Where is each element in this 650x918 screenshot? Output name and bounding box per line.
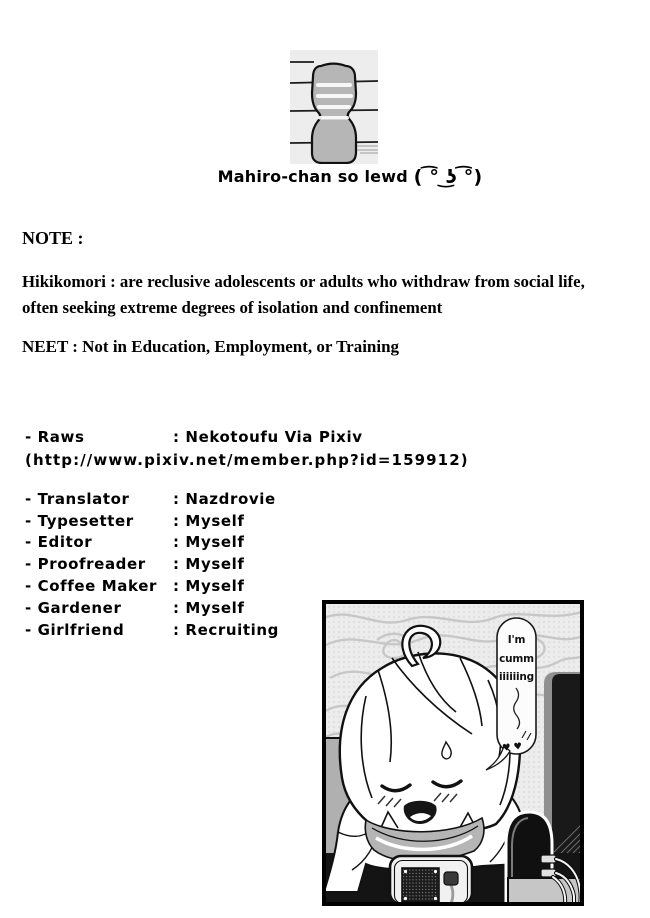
credit-label: - Gardener xyxy=(25,598,122,617)
onahole-object xyxy=(312,64,356,163)
credit-value: : Myself xyxy=(173,533,245,552)
note-neet: NEET : Not in Education, Employment, or Training xyxy=(22,337,400,356)
credit-label: - Translator xyxy=(25,489,130,508)
credit-value: : Myself xyxy=(173,555,245,574)
speaker-grille xyxy=(402,868,439,902)
credit-value: : Myself xyxy=(173,576,245,595)
credit-label: - Raws xyxy=(25,428,85,446)
header-caption xyxy=(50,166,650,188)
lenny-face: ( ͡° ͜ʖ ͡°) xyxy=(413,166,483,188)
credit-row-proofreader xyxy=(25,555,469,577)
manga-panel xyxy=(322,600,584,906)
switch-cable xyxy=(451,885,453,904)
credit-label: - Proofreader xyxy=(25,555,146,574)
credit-row-typesetter xyxy=(25,512,469,534)
credit-row-editor xyxy=(25,533,469,555)
credit-value: : Myself xyxy=(173,598,245,617)
bubble-line-2: cumm xyxy=(499,653,534,665)
credit-row-translator xyxy=(25,490,469,512)
power-switch xyxy=(444,872,458,885)
credit-label: - Coffee Maker xyxy=(25,576,157,595)
note-hikikomori: Hikikomori : are reclusive adolescents or adults who withdraw from social life, often seeking extreme degrees of isolation and confinement xyxy=(22,272,585,317)
bubble-line-3: iiiiiing xyxy=(499,671,534,683)
credit-row-raws xyxy=(25,428,469,450)
speaker-device xyxy=(390,856,472,904)
credit-label: - Girlfriend xyxy=(25,620,125,639)
credit-value: : Recruiting xyxy=(173,620,279,639)
credit-label: - Editor xyxy=(25,533,93,552)
credit-row-coffee-maker xyxy=(25,577,469,599)
bubble-line-1: I'm xyxy=(507,634,526,646)
credit-value: : Nekotoufu Via Pixiv xyxy=(173,428,363,446)
header-illustration xyxy=(290,50,378,164)
credit-value: : Myself xyxy=(173,511,245,530)
hearts-text: ♥ ♥ xyxy=(501,740,523,755)
credit-value: : Nazdrovie xyxy=(173,489,276,508)
note-title: NOTE : xyxy=(22,228,84,248)
credit-label: - Typesetter xyxy=(25,511,134,530)
credit-raws-url: (http://www.pixiv.net/member.php?id=159912) xyxy=(25,450,469,469)
onahole-panel-art xyxy=(290,50,378,164)
manga-panel-art xyxy=(322,600,584,906)
cable-connector xyxy=(541,855,556,863)
caption-text: Mahiro-chan so lewd xyxy=(217,167,408,186)
